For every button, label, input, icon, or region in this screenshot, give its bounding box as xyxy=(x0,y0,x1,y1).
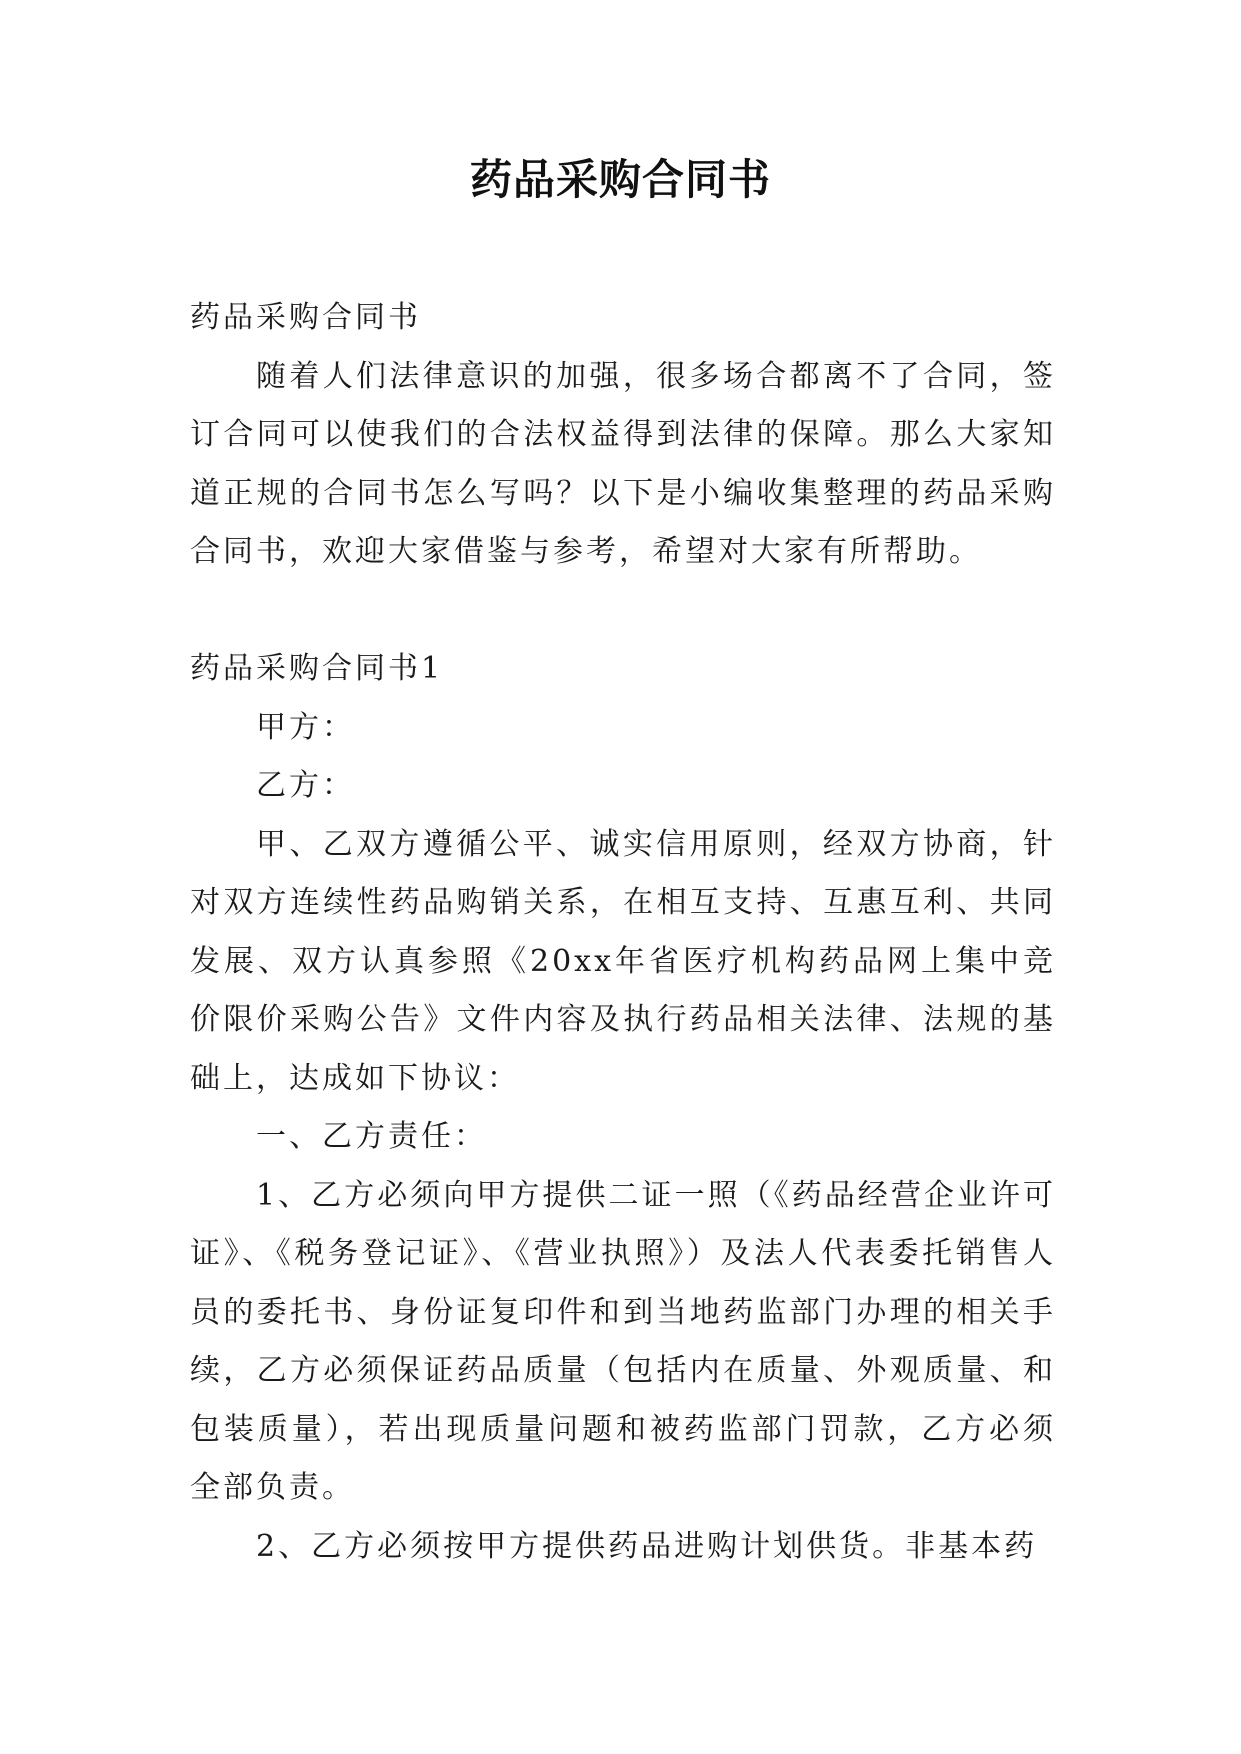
clause-heading: 一、乙方责任： xyxy=(256,1119,487,1154)
preamble-paragraph: 甲、乙双方遵循公平、诚实信用原则，经双方协商，针对双方连续性药品购销关系，在相互支持、互惠互利、共同发展、双方认真参照《20xx年省医疗机构药品网上集中竞价限价采购公告》文件内容及执行药品相关法律、法规的基础上，达成如下协议： xyxy=(190,826,1056,1096)
document-title: 药品采购合同书 xyxy=(469,155,771,204)
party-a-line: 甲方： xyxy=(256,709,355,745)
section-heading: 药品采购合同书1 xyxy=(190,651,444,686)
intro-paragraph: 随着人们法律意识的加强，很多场合都离不了合同，签订合同可以使我们的合法权益得到法律的保障。那么大家知道正规的合同书怎么写吗？以下是小编收集整理的药品采购合同书，欢迎大家借鉴与参考，希望对大家有所帮助。 xyxy=(190,358,1056,569)
paragraph-gap xyxy=(190,582,1056,641)
party-b-line: 乙方： xyxy=(256,768,355,803)
clause-item-1: 1、乙方必须向甲方提供二证一照（《药品经营企业许可证》、《税务登记证》、《营业执照》）及法人代表委托销售人员的委托书、身份证复印件和到当地药监部门办理的相关手续，乙方必须保证药品质量（包括内在质量、外观质量、和包装质量），若出现质量问题和被药监部门罚款，乙方必须全部负责。 xyxy=(190,1177,1056,1505)
clause-item-2: 2、乙方必须按甲方提供药品进购计划供货。非基本药 xyxy=(256,1528,1038,1564)
document-subtitle: 药品采购合同书 xyxy=(190,300,421,335)
document-body xyxy=(190,289,1056,1576)
